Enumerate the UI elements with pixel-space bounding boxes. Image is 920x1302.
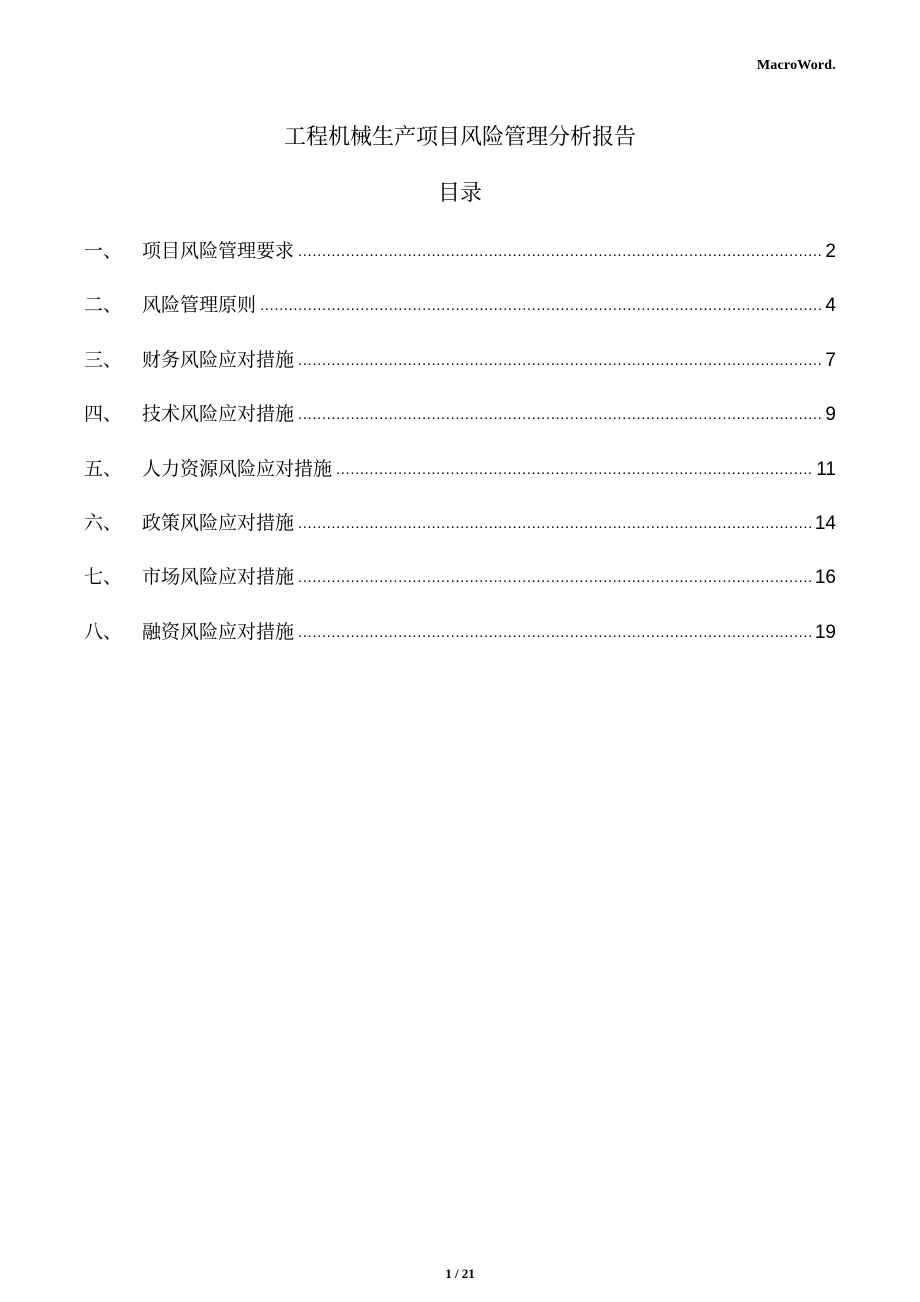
toc-entry-page: 9 bbox=[825, 404, 836, 426]
toc-entry-number: 三、 bbox=[84, 348, 123, 371]
toc-entry-number: 五、 bbox=[84, 457, 123, 480]
toc-entry[interactable] bbox=[84, 452, 836, 506]
toc-dot-leader bbox=[260, 289, 823, 323]
toc-entry[interactable] bbox=[84, 560, 836, 614]
toc-entry-page: 14 bbox=[814, 512, 836, 534]
toc-entry[interactable] bbox=[84, 506, 836, 560]
toc-entry-number: 六、 bbox=[84, 511, 123, 534]
toc-entry[interactable] bbox=[84, 288, 836, 342]
toc-entry-label: 融资风险应对措施 bbox=[142, 620, 295, 643]
toc-entry-number: 一、 bbox=[84, 240, 123, 262]
toc-heading: 目录 bbox=[437, 181, 482, 206]
toc-entry-number: 四、 bbox=[84, 403, 123, 426]
toc-entry[interactable] bbox=[84, 397, 836, 451]
toc-entry-number: 二、 bbox=[84, 294, 123, 317]
toc-dot-leader bbox=[298, 616, 813, 650]
toc-entry-label: 市场风险应对措施 bbox=[142, 566, 295, 589]
toc-dot-leader bbox=[298, 398, 823, 432]
toc-dot-leader bbox=[298, 344, 823, 378]
toc-entry-label: 技术风险应对措施 bbox=[142, 403, 295, 426]
toc-dot-leader bbox=[298, 561, 813, 595]
toc-entry-page: 16 bbox=[814, 567, 836, 589]
toc-entry-page: 19 bbox=[814, 621, 836, 643]
toc-entry-page: 2 bbox=[825, 241, 836, 262]
table-of-contents bbox=[84, 234, 836, 669]
toc-entry-label: 政策风险应对措施 bbox=[142, 511, 295, 534]
toc-dot-leader bbox=[298, 507, 813, 541]
toc-entry-label: 人力资源风险应对措施 bbox=[142, 457, 333, 480]
page-number-indicator: 1 / 21 bbox=[445, 1266, 475, 1281]
toc-entry[interactable] bbox=[84, 343, 836, 397]
toc-entry-number: 七、 bbox=[84, 566, 123, 589]
toc-dot-leader bbox=[298, 235, 823, 269]
toc-entry-label: 财务风险应对措施 bbox=[142, 348, 295, 371]
toc-entry[interactable] bbox=[84, 615, 836, 669]
toc-entry-page: 4 bbox=[825, 295, 836, 317]
toc-dot-leader bbox=[336, 453, 814, 487]
toc-entry-page: 7 bbox=[825, 349, 836, 371]
toc-entry-page: 11 bbox=[816, 458, 836, 480]
toc-entry-label: 风险管理原则 bbox=[142, 294, 257, 317]
toc-entry-label: 项目风险管理要求 bbox=[142, 240, 295, 262]
toc-entry[interactable] bbox=[84, 234, 836, 288]
toc-entry-number: 八、 bbox=[84, 620, 123, 643]
document-title: 工程机械生产项目风险管理分析报告 bbox=[283, 125, 636, 150]
header-brand: MacroWord. bbox=[756, 58, 836, 73]
